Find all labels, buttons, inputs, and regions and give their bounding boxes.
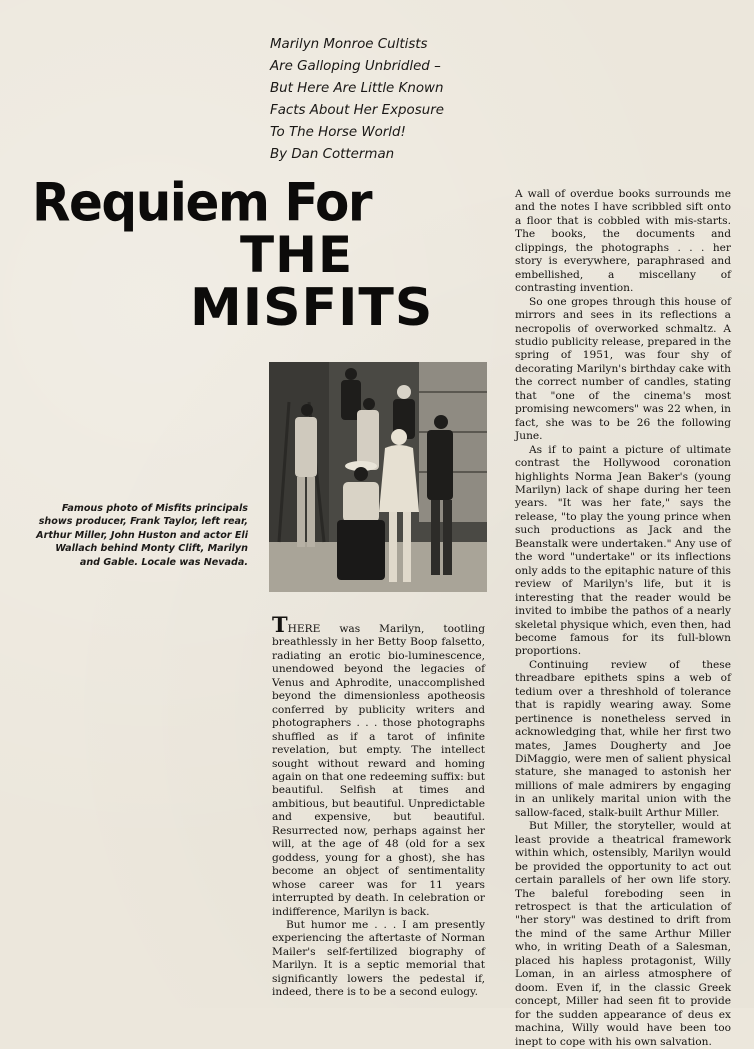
misfits-cast-photo [269, 362, 487, 592]
headline-line-2: THE [240, 226, 354, 284]
deck-line: But Here Are Little Known [270, 81, 444, 96]
photo-caption: Famous photo of Misfits principals shows producer, Frank Taylor, left rear, Arthur Miller, John Huston and actor Eli Wallach behind Monty Clift, Marilyn and Gable. Locale was Nevada. [36, 503, 248, 568]
deck-line: Facts About Her Exposure [270, 103, 444, 118]
article-paragraph [272, 612, 485, 919]
deck-line: To The Horse World! [270, 125, 406, 140]
article-paragraph: A wall of overdue books surrounds me and the notes I have scribbled sift onto a floor that is cobbled with mis-starts. The books, the documents and clippings, the photographs . . . her story is everywhere, paraphrased and embellished, a miscellany of contrasting invention. [515, 188, 731, 295]
drop-cap: T [272, 612, 288, 637]
article-paragraph: So one gropes through this house of mirrors and sees in its reflections a necropolis of overworked schmaltz. A studio publicity release, prepared in the spring of 1951, was four shy of decorating Marilyn's birthday cake with the correct number of candles, stating that "one of the cinema's most promising newcomers" was 22 when, in fact, she was to be 26 the following June. [515, 295, 731, 443]
headline-line-3: MISFITS [190, 278, 434, 338]
article-paragraph: But humor me . . . I am presently experiencing the aftertaste of Norman Mailer's self-fertilized biography of Marilyn. It is a septic memorial that significantly lowers the pedestal if, indeed, there is to be a second eulogy. [272, 918, 485, 999]
article-paragraph: But Miller, the storyteller, would at least provide a theatrical framework within which, ostensibly, Marilyn would be provided the opportunity to act out certain parallels of her own life story. The baleful foreboding seen in retrospect is that the articulation of "her story" was destined to drift from the mind of the same Arthur Miller who, in writing Death of a Salesman, placed his hapless protagonist, Willy Loman, in an airless atmosphere of doom. Even if, in the classic Greek concept, Miller had seen fit to provide for the sudden appearance of deus ex machina, Willy would have been too inept to cope with his own salvation. [515, 820, 731, 1048]
headline-line-1: Requiem For [32, 172, 371, 233]
deck-line: Are Galloping Unbridled – [270, 59, 441, 74]
paragraph-text: HERE was Marilyn, tootling breathlessly in her Betty Boop falsetto, radiating an erotic bio-luminescence, unendowed beyond the legacies of Venus and Aphrodite, unaccomplished beyond the dimensionless apotheosis conferred by publicity writers and photographers . . . those photographs shuffled as if a tarot of infinite revelation, but empty. The intellect sought without reward and homing again on that one redeeming suffix: but beautiful. Selfish at times and ambitious, but beautiful. Unpredictable and expensive, but beautiful. Resurrected now, perhaps against her will, at the age of 48 (old for a sex goddess, young for a ghost), she has become an object of sentimentality whose career was for 11 years interrupted by death. In celebration or indifference, Marilyn is back. [272, 623, 485, 918]
article-deck [270, 34, 510, 166]
deck-line: Marilyn Monroe Cultists [270, 37, 428, 52]
byline: By Dan Cotterman [270, 147, 395, 162]
article-paragraph: Continuing review of these threadbare epithets spins a web of tedium over a threshhold of tolerance that is rapidly wearing away. Some pertinence is nonetheless served in acknowledging that, while her first two mates, James Dougherty and Joe DiMaggio, were men of salient physical stature, she managed to astonish her millions of male admirers by engaging in an unlikely marital union with the sallow-faced, stalk-built Arthur Miller. [515, 658, 731, 819]
article-paragraph: As if to paint a picture of ultimate contrast the Hollywood coronation highlights Norma Jean Baker's (young Marilyn) lack of shape during her teen years. "It was her fate," says the release, "to play the young prince when such productions as Jack and the Beanstalk were undertaken." Any use of the word "undertake" or its inflections only adds to the epitaphic nature of this review of Marilyn's life, but it is interesting that the reader would be invited to imbibe the pathos of a nearly skeletal physique which, even then, had become famous for its full-blown proportions. [515, 443, 731, 658]
article-column-middle [272, 612, 485, 1000]
article-column-right [515, 188, 731, 1049]
